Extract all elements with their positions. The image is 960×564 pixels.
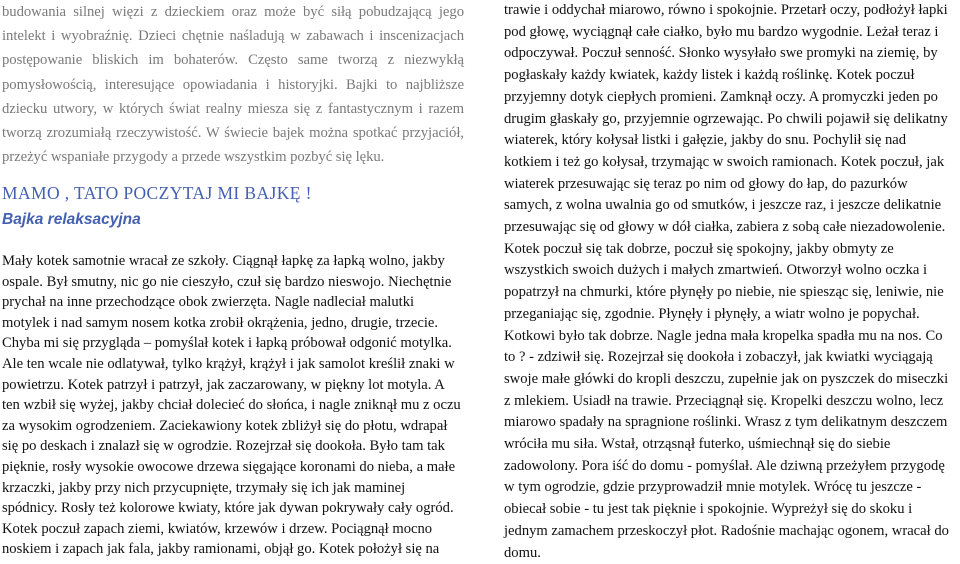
story-text-left: Mały kotek samotnie wracał ze szkoły. Ciągnął łapkę za łapką wolno, jakby ospale. Był smutny, nic go nie cieszyło, czuł się bardzo nieswojo. Niechętnie prychał na inne przechodzące obok zwierzęta. Nagle nadleciał malutki motylek i nad samym nosem kotka zrobił okrążenia, jedno, drugie, trzecie. Chyba mi się przygląda – pomyślał kotek i łapką próbował odgonić motylka. Ale ten wcale nie odlatywał, tylko krążył, krążył i jak samolot kreślił znaki w powietrzu. Kotek patrzył i patrzył, jak zaczarowany, w piękny lot motyla. A ten wzbił się wyżej, jakby chciał dolecieć do słońca, i nagle zniknął mu z oczu za wysokim ogrodzeniem. Zaciekawiony kotek zbliżył się do płotu, wdrapał się po deskach i znalazł się w ogrodzie. Rozejrzał się dookoła. Było tam tak pięknie, rosły wysokie owocowe drzewa sięgające koronami do nieba, a małe krzaczki, jakby przy nich przycupnięte, trzymały się ich jak maminej spódnicy. Rosły też kolorowe kwiaty, które jak dywan pokrywały cały ogród. Kotek poczuł zapach ziemi, kwiatów, krzewów i drzew. Pociągnął mocno noskiem i zapach jak fala, jakby ramionami, objął go. Kotek położył się na bbox=[2, 253, 461, 558]
left-column bbox=[2, 0, 464, 558]
intro-paragraph: budowania silnej więzi z dzieckiem oraz może być siłą pobudzającą jego intelekt i wyobraźnię. Dzieci chętnie naśladują w zabawach i inscenizacjach postępowanie bliskich im bohaterów. Często same tworzą z niezwykłą pomysłowością, interesujące opowiadania i historyjki. Bajki to najbliższe dziecku utwory, w których świat realny miesza się z fantastycznym i razem tworzą zrozumiałą rzeczywistość. W świecie bajek można spotkać przyjaciół, przeżyć wspaniałe przygody a przede wszystkim pozbyć się lęku. bbox=[2, 4, 464, 166]
story-headline: MAMO , TATO POCZYTAJ MI BAJKĘ ! bbox=[2, 183, 312, 203]
intro-section bbox=[2, 0, 464, 169]
story-subheadline: Bajka relaksacyjna bbox=[2, 211, 141, 228]
story-text-right: trawie i oddychał miarowo, równo i spokojnie. Przetarł oczy, podłożył łapki pod głowę, wyciągnął całe ciałko, było mu bardzo wygodnie. Leżał teraz i odpoczywał. Poczuł senność. Słonko wysyłało swe promyki na ziemię, by pogłaskały każdy kwiatek, każdy listek i każdą roślinkę. Kotek poczuł przyjemny dotyk ciepłych promieni. Zamknął oczy. A promyczki jeden po drugim głaskały go, przyjemnie ogrzewając. Po chwili pojawił się delikatny wiaterek, który kołysał listki i gałęzie, jakby do snu. Pochylił się nad kotkiem i też go kołysał, trzymając w swoich ramionach. Kotek poczuł, jak wiaterek przesuwając się teraz po nim od głowy do łap, do pazurków samych, z wolna uwalnia go od smutków, i jeszcze raz, i jeszcze delikatnie przesuwając się od głowy w dół ciałka, zabiera z sobą całe niezadowolenie. Kotek poczuł się tak dobrze, poczuł się spokojny, jakby obmyty ze wszystkich swoich dużych i małych zmartwień. Otworzył wolno oczka i popatrzył na chmurki, które płynęły po niebie, nie spiesząc się, leniwie, nie przeganiając się, zgodnie. Płynęły i płynęły, a wiatr wolno je popychał. Kotkowi było tak dobrze. Nagle jedna mała kropelka spadła mu na nos. Co to ? - zdziwił się. Rozejrzał się dookoła i zobaczył, jak kwiatki wyciągają swoje małe główki do kropli deszczu, zupełnie jak on pyszczek do miseczki z mlekiem. Usiadł na trawie. Przeciągnął się. Kropelki deszczu wolno, lecz miarowo spadały na spragnione roślinki. Wrasz z tym delikatnym deszczem wróciła mu siła. Wstał, otrząsnął futerko, uśmiechnął się do siebie zadowolony. Pora iść do domu - pomyślał. Ale dziwną przeżyłem przygodę w tym ogrodzie, gdzie przyprowadził mnie motylek. Wrócę tu jeszcze - obiecał sobie - tu jest tak pięknie i spokojnie. Wypreżył się do skoku i jednym zamachem przeskoczył płot. Radośnie machając ogonem, wracał do domu. bbox=[504, 2, 949, 561]
